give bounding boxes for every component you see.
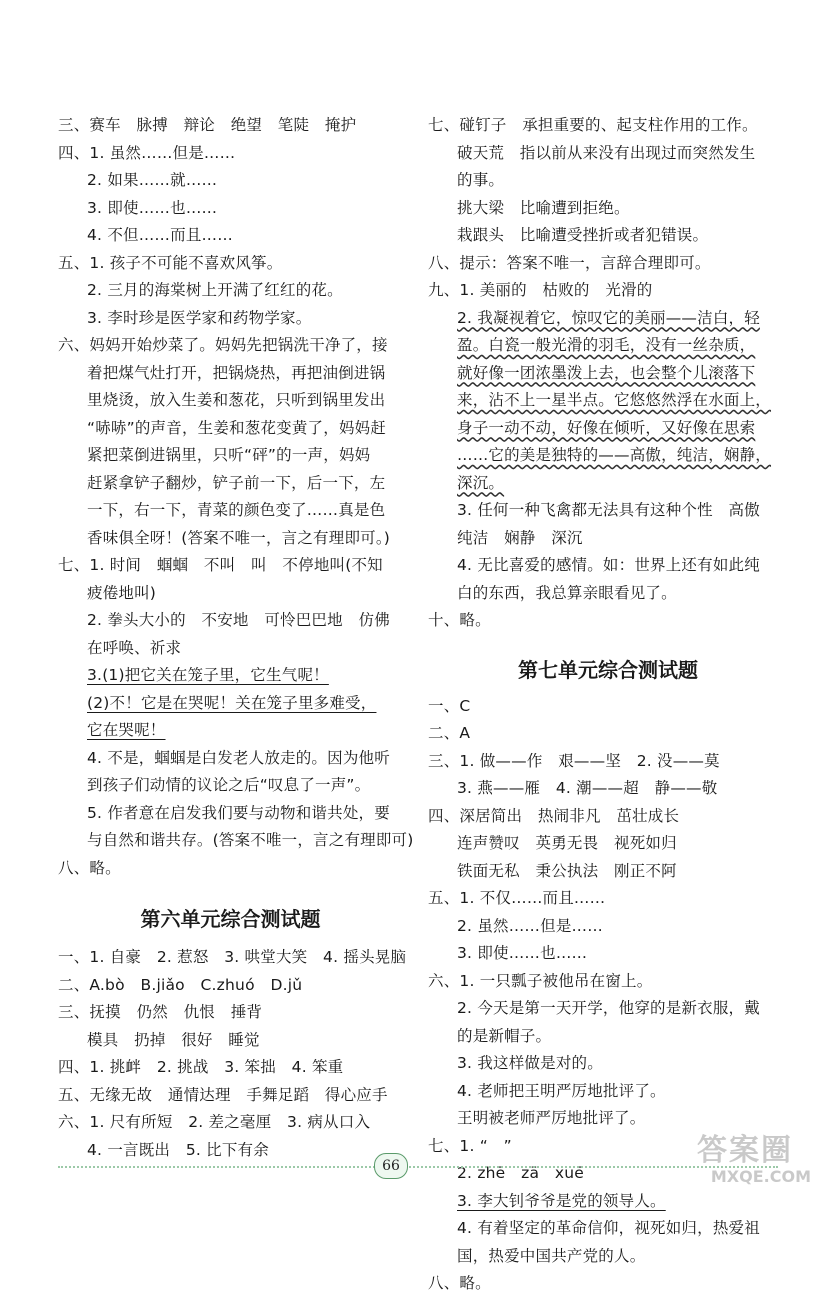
answer-line xyxy=(58,250,403,278)
answer-line xyxy=(428,332,788,360)
answer-line xyxy=(428,720,788,748)
answer-line xyxy=(428,277,788,305)
answer-text: 王明被老师严厉地批评了。 xyxy=(457,1109,646,1127)
answer-line xyxy=(428,580,788,608)
answer-text: 2. 如果……就…… xyxy=(87,171,218,189)
answer-text: 白的东西，我总算亲眼看见了。 xyxy=(457,583,677,602)
answer-line xyxy=(58,415,403,443)
answer-line xyxy=(428,497,788,525)
answer-text: 紧把菜倒进锅里，只听“砰”的一声，妈妈 xyxy=(87,446,371,464)
answer-line xyxy=(58,387,403,415)
answer-line xyxy=(428,195,788,223)
answer-line xyxy=(58,112,403,140)
answer-text: 连声赞叹 英勇无畏 视死如归 xyxy=(457,834,677,852)
answer-text: “哧哧”的声音，生姜和葱花变黄了，妈妈赶 xyxy=(87,418,387,437)
answer-line xyxy=(428,250,788,278)
answer-text: 2. 虽然……但是…… xyxy=(457,916,603,935)
answer-text: 深沉。 xyxy=(457,473,505,492)
answer-line xyxy=(58,1137,403,1165)
answer-text: ……它的美是独特的——高傲，纯洁，娴静， xyxy=(457,446,772,464)
answer-line xyxy=(428,140,788,168)
answer-line xyxy=(428,1215,788,1243)
answer-line xyxy=(58,497,403,525)
answer-text: 2. zhē zā xuē xyxy=(457,1164,584,1182)
answer-line xyxy=(58,140,403,168)
answer-text: 七、碰钉子 承担重要的、起支柱作用的工作。 xyxy=(428,116,758,134)
answer-text: 身子一动不动，好像在倾听，又好像在思索 xyxy=(457,418,756,437)
answer-line xyxy=(428,470,788,498)
right-answers-unit6 xyxy=(428,112,788,635)
answer-line xyxy=(58,525,403,553)
answer-text: 3. 李时珍是医学家和药物学家。 xyxy=(87,308,312,327)
answer-text: 来，沾不上一星半点。它悠悠然浮在水面上， xyxy=(457,391,772,409)
answer-text: 纯洁 娴静 深沉 xyxy=(457,528,583,547)
watermark-logo xyxy=(697,1134,817,1194)
footer-divider xyxy=(58,1166,778,1168)
answer-line xyxy=(58,635,403,663)
answer-text: 二、A xyxy=(428,724,471,742)
answer-line xyxy=(58,332,403,360)
answer-text: 3.(1)把它关在笼子里，它生气呢！ xyxy=(87,666,329,684)
answer-line xyxy=(58,745,403,773)
answer-text: 它在哭呢！ xyxy=(87,721,166,739)
answer-line xyxy=(58,607,403,635)
answer-line xyxy=(428,748,788,776)
answer-text: 4. 有着坚定的革命信仰，视死如归，热爱祖 xyxy=(457,1219,760,1237)
answer-line xyxy=(428,415,788,443)
answer-text: 三、1. 做——作 艰——坚 2. 没——莫 xyxy=(428,751,720,770)
answer-text: 4. 不但……而且…… xyxy=(87,226,233,244)
answer-line xyxy=(58,972,403,1000)
answer-line xyxy=(428,552,788,580)
answer-line xyxy=(58,167,403,195)
answer-line xyxy=(428,387,788,415)
answer-line xyxy=(428,995,788,1023)
answer-text: 三、赛车 脉搏 辩论 绝望 笔陡 掩护 xyxy=(58,116,357,134)
answer-text: 4. 不是，蝈蝈是白发老人放走的。因为他听 xyxy=(87,748,390,767)
answer-text: 国，热爱中国共产党的人。 xyxy=(457,1246,646,1265)
answer-text: 铁面无私 秉公执法 刚正不阿 xyxy=(457,861,677,880)
answer-text: 着把煤气灶打开，把锅烧热，再把油倒进锅 xyxy=(87,363,386,382)
left-answers-unit5 xyxy=(58,112,414,882)
answer-line xyxy=(428,442,788,470)
answer-line xyxy=(58,772,403,800)
answer-line xyxy=(428,968,788,996)
answer-text: (2)不！它是在哭呢！关在笼子里多难受， xyxy=(87,693,377,712)
answer-line xyxy=(428,803,788,831)
answer-line xyxy=(58,827,414,855)
left-column xyxy=(58,112,414,1164)
answer-line xyxy=(58,944,407,972)
answer-text: 盈。白瓷一般光滑的羽毛，没有一丝杂质， xyxy=(457,336,756,354)
answer-text: 2. 我凝视着它，惊叹它的美丽——洁白，轻 xyxy=(457,308,760,327)
answer-text: 2. 拳头大小的 不安地 可怜巴巴地 仿佛 xyxy=(87,611,390,629)
answer-line xyxy=(58,1054,403,1082)
answer-text: 八、略。 xyxy=(58,858,121,877)
answer-text: 一下，右一下，青菜的颜色变了……真是色 xyxy=(87,501,386,519)
answer-text: 2. 三月的海棠树上开满了红红的花。 xyxy=(87,281,343,299)
answer-line xyxy=(58,552,403,580)
answer-line xyxy=(58,580,403,608)
answer-text: 3. 李大钊爷爷是党的领导人。 xyxy=(457,1191,666,1210)
answer-text: 十、略。 xyxy=(428,611,491,629)
answer-text: 七、1. “ ” xyxy=(428,1136,512,1155)
answer-text: 四、1. 挑衅 2. 挑战 3. 笨拙 4. 笨重 xyxy=(58,1058,344,1076)
answer-line xyxy=(428,693,788,721)
answer-text: 六、1. 一只瓢子被他吊在窗上。 xyxy=(428,971,653,990)
answer-text: 与自然和谐共存。(答案不唯一，言之有理即可) xyxy=(87,831,414,849)
answer-line xyxy=(428,885,788,913)
answer-line xyxy=(428,830,788,858)
answer-text: 5. 作者意在启发我们要与动物和谐共处，要 xyxy=(87,803,390,822)
watermark-text: 答案圈 xyxy=(697,1133,793,1168)
answer-text: 五、1. 不仅……而且…… xyxy=(428,889,606,907)
answer-text: 的事。 xyxy=(457,171,505,189)
answer-text: 里烧烫，放入生姜和葱花，只听到锅里发出 xyxy=(87,391,386,409)
answer-line xyxy=(428,1078,788,1106)
answer-line xyxy=(58,305,403,333)
answer-line xyxy=(428,913,788,941)
answer-line xyxy=(428,1243,788,1271)
answer-line xyxy=(428,1023,788,1051)
answer-line xyxy=(428,167,788,195)
answer-line xyxy=(58,1027,403,1055)
section-title-unit6: 第六单元综合测试题 xyxy=(140,907,321,931)
answer-line xyxy=(58,360,403,388)
answer-line xyxy=(428,858,788,886)
answer-line xyxy=(428,222,788,250)
answer-line xyxy=(428,305,788,333)
answer-text: 4. 一言既出 5. 比下有余 xyxy=(87,1140,269,1159)
answer-line xyxy=(428,112,788,140)
left-answers-unit6 xyxy=(58,944,407,1164)
answer-text: 五、无缘无故 通情达理 手舞足蹈 得心应手 xyxy=(58,1085,388,1104)
answer-text: 在呼唤、祈求 xyxy=(87,638,182,657)
page-number: 66 xyxy=(374,1153,408,1179)
answer-line xyxy=(58,222,403,250)
answer-line xyxy=(58,195,403,223)
answer-text: 一、1. 自豪 2. 惹怒 3. 哄堂大笑 4. 摇头晃脑 xyxy=(58,948,407,966)
answer-text: 的是新帽子。 xyxy=(457,1026,552,1045)
answer-text: 五、1. 孩子不可能不喜欢风筝。 xyxy=(58,253,283,272)
answer-text: 3. 我这样做是对的。 xyxy=(457,1054,603,1072)
answer-line xyxy=(428,525,788,553)
answer-text: 二、A.bò B.jiǎo C.zhuó D.jǔ xyxy=(58,975,303,994)
answer-line xyxy=(58,470,403,498)
answer-text: 四、1. 虽然……但是…… xyxy=(58,143,236,162)
answer-line xyxy=(58,855,403,883)
answer-text: 八、略。 xyxy=(428,1274,491,1292)
answer-text: 栽跟头 比喻遭受挫折或者犯错误。 xyxy=(457,226,709,244)
answer-text: 破天荒 指以前从来没有出现过而突然发生 xyxy=(457,143,756,162)
watermark-url: MXQE.COM xyxy=(710,1167,811,1186)
answer-line xyxy=(428,1105,788,1133)
answer-text: 九、1. 美丽的 枯败的 光滑的 xyxy=(428,281,653,299)
answer-line xyxy=(428,775,788,803)
answer-text: 六、妈妈开始炒菜了。妈妈先把锅洗干净了，接 xyxy=(58,336,388,354)
answer-text: 到孩子们动情的议论之后“叹息了一声”。 xyxy=(87,776,371,794)
answer-text: 就好像一团浓墨泼上去，也会整个儿滚落下 xyxy=(457,363,756,382)
answer-line xyxy=(428,1270,788,1298)
answer-line xyxy=(58,442,403,470)
answer-text: 一、C xyxy=(428,696,471,715)
answer-line xyxy=(58,800,403,828)
section-title-unit7: 第七单元综合测试题 xyxy=(518,657,698,682)
answer-text: 八、提示：答案不唯一，言辞合理即可。 xyxy=(428,253,711,272)
answer-text: 模具 扔掉 很好 睡觉 xyxy=(87,1030,260,1049)
answer-line xyxy=(58,999,403,1027)
answer-text: 3. 即使……也…… xyxy=(87,198,218,217)
answer-line xyxy=(58,690,403,718)
answer-line xyxy=(58,1082,403,1110)
answer-text: 2. 今天是第一天开学，他穿的是新衣服，戴 xyxy=(457,999,760,1017)
answer-line xyxy=(58,277,403,305)
answer-text: 香味俱全呀！(答案不唯一，言之有理即可。) xyxy=(87,528,391,547)
answer-text: 七、1. 时间 蝈蝈 不叫 叫 不停地叫(不知 xyxy=(58,556,383,574)
answer-line xyxy=(428,360,788,388)
answer-text: 赶紧拿铲子翻炒，铲子前一下，后一下，左 xyxy=(87,473,386,492)
answer-text: 挑大梁 比喻遭到拒绝。 xyxy=(457,198,630,217)
answer-text: 六、1. 尺有所短 2. 差之毫厘 3. 病从口入 xyxy=(58,1113,371,1131)
answer-text: 四、深居简出 热闹非凡 茁壮成长 xyxy=(428,806,680,825)
answer-text: 4. 无比喜爱的感情。如：世界上还有如此纯 xyxy=(457,556,760,574)
answer-line xyxy=(428,940,788,968)
answer-line xyxy=(58,717,403,745)
answer-text: 疲倦地叫) xyxy=(87,583,157,602)
answer-line xyxy=(428,607,788,635)
answer-line xyxy=(428,1050,788,1078)
answer-text: 三、抚摸 仍然 仇恨 捶背 xyxy=(58,1003,263,1021)
answer-text: 3. 任何一种飞禽都无法具有这种个性 高傲 xyxy=(457,501,760,519)
answer-line xyxy=(58,1109,403,1137)
answer-text: 3. 即使……也…… xyxy=(457,944,588,962)
right-answers-unit7 xyxy=(428,693,788,1298)
right-column xyxy=(428,112,788,1298)
answer-line xyxy=(58,662,403,690)
answer-text: 4. 老师把王明严厉地批评了。 xyxy=(457,1081,666,1100)
answer-text: 3. 燕——雁 4. 潮——超 静——敬 xyxy=(457,779,718,797)
